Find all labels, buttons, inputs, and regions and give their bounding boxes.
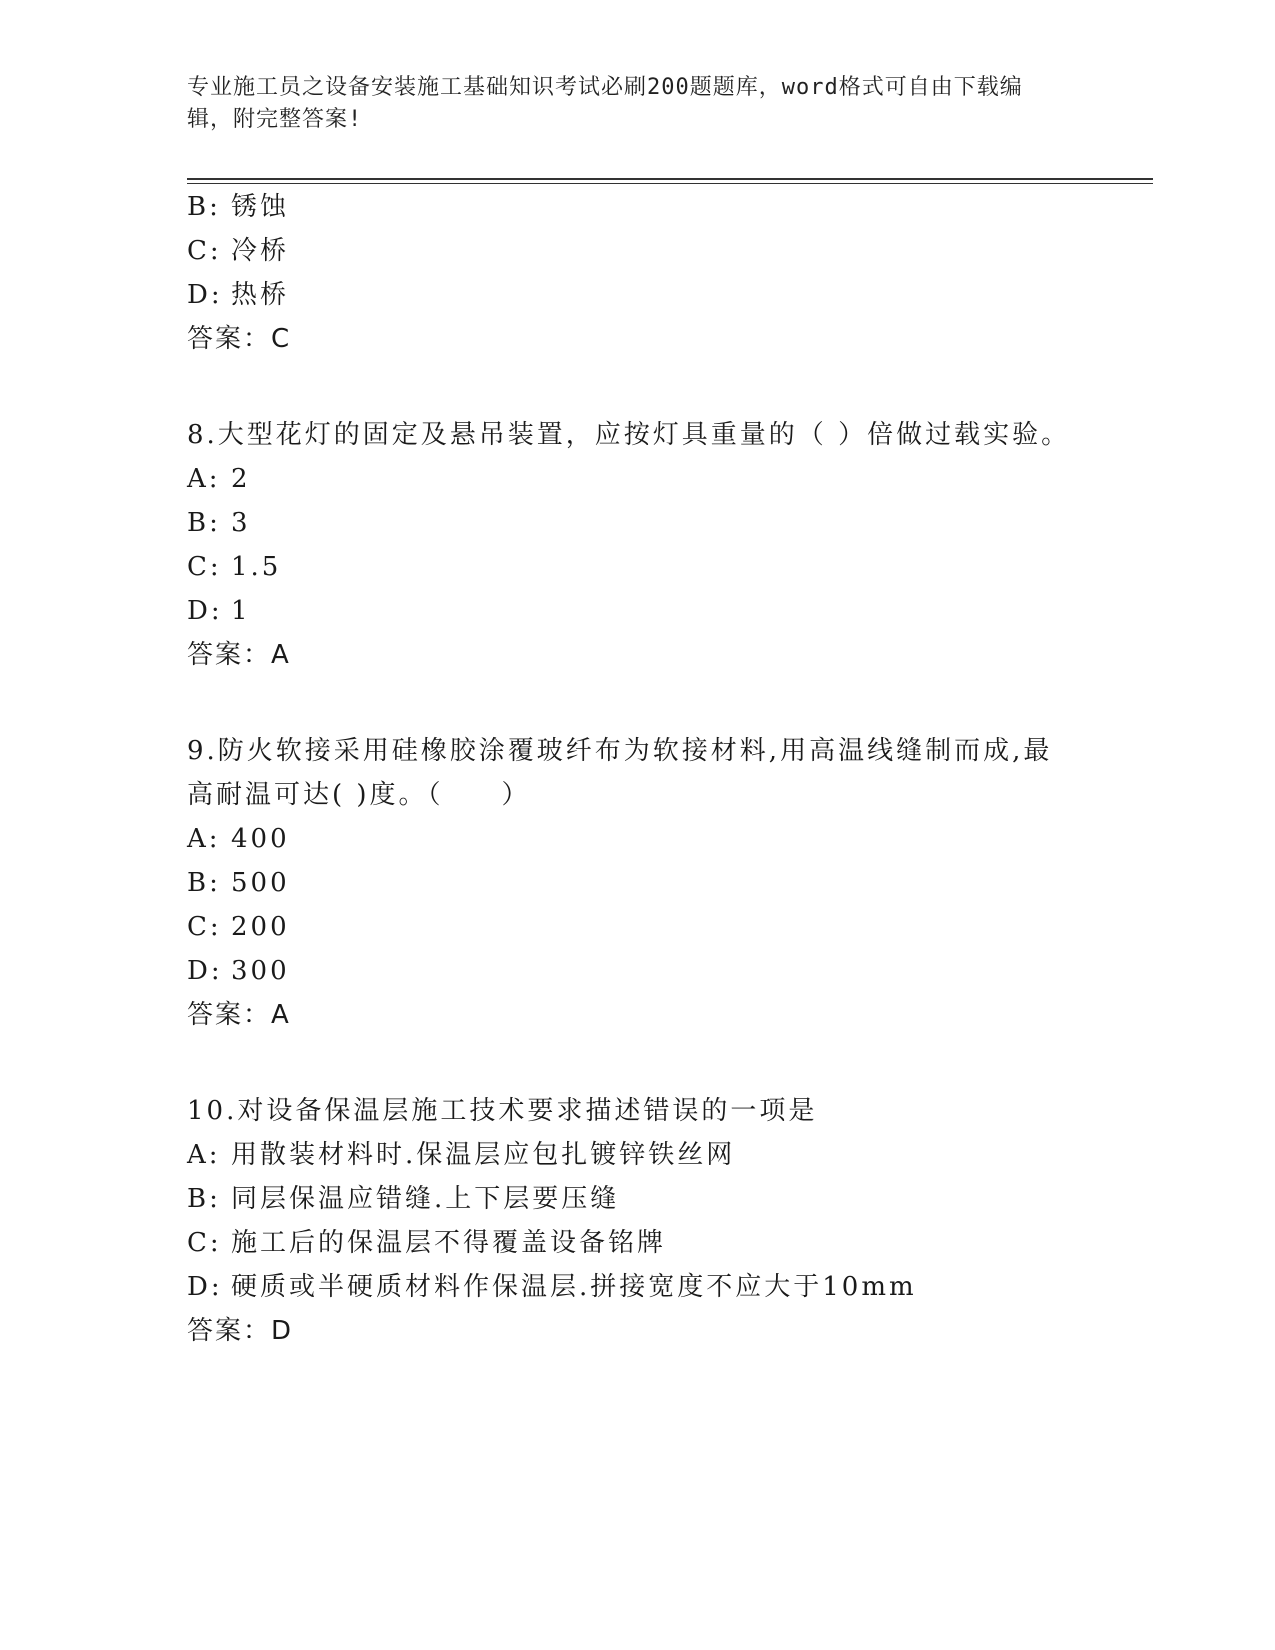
option-key: B:	[187, 508, 221, 538]
q8-option-a	[187, 462, 251, 496]
q7-option-b	[187, 190, 289, 224]
option-text: 用散装材料时.保温层应包扎镀锌铁丝网	[231, 1140, 736, 1170]
q9-stem-line1: 9.防火软接采用硅橡胶涂覆玻纤布为软接材料,用高温线缝制而成,最	[187, 736, 1053, 766]
q8-answer: 答案：A	[187, 640, 291, 670]
q8-option-c	[187, 550, 281, 584]
option-text: 300	[231, 956, 290, 986]
option-text: 热桥	[231, 280, 290, 310]
header-divider-bottom	[187, 183, 1153, 184]
header-divider-top	[187, 178, 1153, 180]
option-text: 冷桥	[231, 236, 290, 266]
q9-option-d	[187, 954, 290, 988]
option-text: 施工后的保温层不得覆盖设备铭牌	[231, 1228, 667, 1258]
option-key: A:	[187, 464, 221, 494]
q10-option-c	[187, 1226, 666, 1260]
option-text: 500	[231, 868, 290, 898]
option-key: C:	[187, 236, 222, 266]
q9-option-a	[187, 822, 290, 856]
option-text: 锈蚀	[231, 192, 290, 222]
option-key: A:	[187, 1140, 221, 1170]
option-key: B:	[187, 1184, 221, 1214]
q10-option-d	[187, 1270, 917, 1304]
option-key: C:	[187, 552, 222, 582]
option-key: D:	[187, 280, 223, 310]
q9-stem-line2: 高耐温可达( )度。（ ）	[187, 780, 531, 810]
option-text: 1.5	[231, 552, 282, 582]
q9-option-c	[187, 910, 290, 944]
option-key: B:	[187, 192, 221, 222]
option-text: 同层保温应错缝.上下层要压缝	[231, 1184, 620, 1214]
option-text: 1	[231, 596, 251, 626]
q10-option-b	[187, 1182, 619, 1216]
option-key: A:	[187, 824, 221, 854]
q9-option-b	[187, 866, 290, 900]
page-header-title: 专业施工员之设备安装施工基础知识考试必刷200题题库，word格式可自由下载编辑，附完整答案!	[187, 75, 1023, 132]
option-text: 200	[231, 912, 290, 942]
q9-answer: 答案：A	[187, 1000, 291, 1030]
option-key: D:	[187, 596, 223, 626]
q10-answer: 答案：D	[187, 1316, 294, 1346]
option-text: 3	[231, 508, 251, 538]
q8-option-b	[187, 506, 251, 540]
q7-answer: 答案：C	[187, 324, 292, 354]
option-text: 400	[231, 824, 290, 854]
option-key: D:	[187, 1272, 223, 1302]
q7-option-c	[187, 234, 289, 268]
option-key: B:	[187, 868, 221, 898]
option-key: C:	[187, 1228, 222, 1258]
option-key: D:	[187, 956, 223, 986]
option-key: C:	[187, 912, 222, 942]
q8-stem: 8.大型花灯的固定及悬吊装置，应按灯具重量的（ ）倍做过载实验。	[187, 420, 1071, 450]
q7-option-d	[187, 278, 289, 312]
q10-stem: 10.对设备保温层施工技术要求描述错误的一项是	[187, 1096, 818, 1126]
option-text: 2	[231, 464, 251, 494]
q8-option-d	[187, 594, 251, 628]
q10-option-a	[187, 1138, 735, 1172]
option-text: 硬质或半硬质材料作保温层.拼接宽度不应大于10mm	[231, 1272, 917, 1302]
